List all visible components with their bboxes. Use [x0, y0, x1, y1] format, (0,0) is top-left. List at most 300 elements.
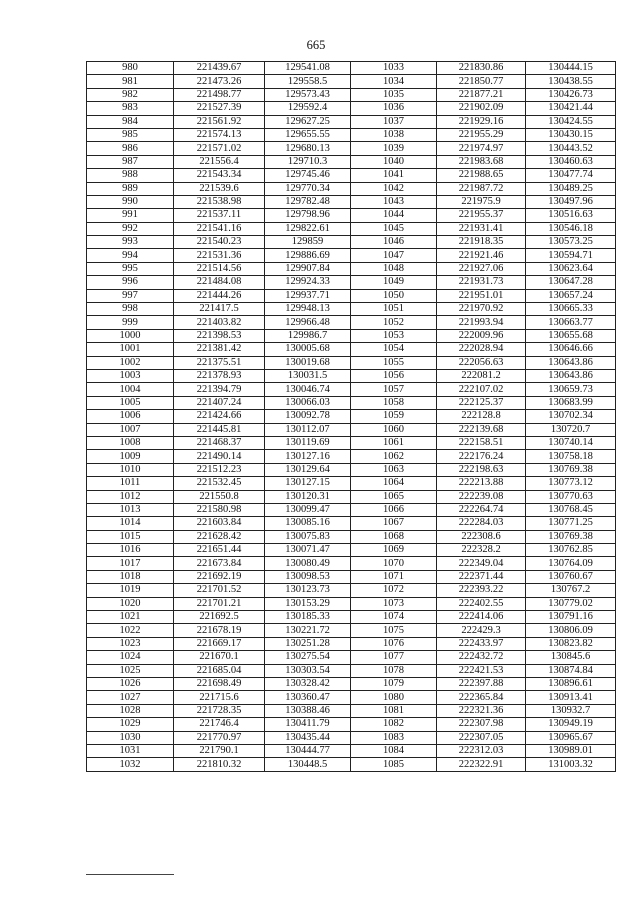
point-number-cell: 1007 [87, 423, 174, 436]
x-coordinate-cell: 221490.14 [174, 450, 265, 463]
table-row [87, 450, 616, 463]
table-row [87, 463, 616, 476]
y-coordinate-cell: 129592.4 [265, 102, 351, 115]
x-coordinate-cell: 221927.06 [437, 262, 526, 275]
table-row [87, 557, 616, 570]
point-number-cell: 990 [87, 195, 174, 208]
point-number-cell: 1065 [351, 490, 437, 503]
point-number-cell: 982 [87, 88, 174, 101]
table-row [87, 624, 616, 637]
x-coordinate-cell: 222028.94 [437, 343, 526, 356]
point-number-cell: 1049 [351, 276, 437, 289]
point-number-cell: 1051 [351, 303, 437, 316]
y-coordinate-cell: 130683.99 [526, 396, 616, 409]
y-coordinate-cell: 130665.33 [526, 303, 616, 316]
y-coordinate-cell: 131003.32 [526, 758, 616, 771]
table-row [87, 88, 616, 101]
x-coordinate-cell: 221439.67 [174, 62, 265, 75]
x-coordinate-cell: 221394.79 [174, 383, 265, 396]
y-coordinate-cell: 130328.42 [265, 677, 351, 690]
point-number-cell: 1025 [87, 664, 174, 677]
y-coordinate-cell: 130764.09 [526, 557, 616, 570]
y-coordinate-cell: 130932.7 [526, 704, 616, 717]
y-coordinate-cell: 130388.46 [265, 704, 351, 717]
x-coordinate-cell: 222414.06 [437, 611, 526, 624]
x-coordinate-cell: 221770.97 [174, 731, 265, 744]
y-coordinate-cell: 129986.7 [265, 329, 351, 342]
x-coordinate-cell: 221988.65 [437, 169, 526, 182]
x-coordinate-cell: 222128.8 [437, 410, 526, 423]
y-coordinate-cell: 130949.19 [526, 718, 616, 731]
y-coordinate-cell: 130896.61 [526, 677, 616, 690]
point-number-cell: 1030 [87, 731, 174, 744]
table-row [87, 651, 616, 664]
point-number-cell: 989 [87, 182, 174, 195]
point-number-cell: 1060 [351, 423, 437, 436]
y-coordinate-cell: 130127.16 [265, 450, 351, 463]
table-row [87, 383, 616, 396]
x-coordinate-cell: 222402.55 [437, 597, 526, 610]
y-coordinate-cell: 130989.01 [526, 744, 616, 757]
x-coordinate-cell: 221407.24 [174, 396, 265, 409]
point-number-cell: 1024 [87, 651, 174, 664]
y-coordinate-cell: 129924.33 [265, 276, 351, 289]
x-coordinate-cell: 221701.21 [174, 597, 265, 610]
y-coordinate-cell: 129710.3 [265, 155, 351, 168]
y-coordinate-cell: 129798.96 [265, 209, 351, 222]
point-number-cell: 984 [87, 115, 174, 128]
table-row [87, 276, 616, 289]
x-coordinate-cell: 221628.42 [174, 530, 265, 543]
x-coordinate-cell: 221993.94 [437, 316, 526, 329]
table-row [87, 410, 616, 423]
y-coordinate-cell: 130430.15 [526, 128, 616, 141]
y-coordinate-cell: 130573.25 [526, 236, 616, 249]
x-coordinate-cell: 221746.4 [174, 718, 265, 731]
coordinates-table [86, 61, 616, 772]
table-row [87, 503, 616, 516]
x-coordinate-cell: 222393.22 [437, 584, 526, 597]
x-coordinate-cell: 221473.26 [174, 75, 265, 88]
y-coordinate-cell: 130435.44 [265, 731, 351, 744]
point-number-cell: 1063 [351, 463, 437, 476]
y-coordinate-cell: 129822.61 [265, 222, 351, 235]
table-row [87, 597, 616, 610]
x-coordinate-cell: 221728.35 [174, 704, 265, 717]
point-number-cell: 1045 [351, 222, 437, 235]
y-coordinate-cell: 130360.47 [265, 691, 351, 704]
x-coordinate-cell: 221955.37 [437, 209, 526, 222]
y-coordinate-cell: 130071.47 [265, 544, 351, 557]
x-coordinate-cell: 221571.02 [174, 142, 265, 155]
x-coordinate-cell: 221698.49 [174, 677, 265, 690]
footnote-separator-line [86, 874, 174, 875]
table-row [87, 664, 616, 677]
point-number-cell: 1033 [351, 62, 437, 75]
y-coordinate-cell: 130594.71 [526, 249, 616, 262]
y-coordinate-cell: 129541.08 [265, 62, 351, 75]
point-number-cell: 1056 [351, 369, 437, 382]
y-coordinate-cell: 130085.16 [265, 517, 351, 530]
x-coordinate-cell: 221424.66 [174, 410, 265, 423]
y-coordinate-cell: 130448.5 [265, 758, 351, 771]
table-row [87, 182, 616, 195]
y-coordinate-cell: 130426.73 [526, 88, 616, 101]
x-coordinate-cell: 222433.97 [437, 637, 526, 650]
y-coordinate-cell: 130303.54 [265, 664, 351, 677]
point-number-cell: 1050 [351, 289, 437, 302]
x-coordinate-cell: 221921.46 [437, 249, 526, 262]
table-row [87, 62, 616, 75]
table-row [87, 477, 616, 490]
y-coordinate-cell: 130221.72 [265, 624, 351, 637]
table-row [87, 102, 616, 115]
y-coordinate-cell: 130516.63 [526, 209, 616, 222]
x-coordinate-cell: 222009.96 [437, 329, 526, 342]
y-coordinate-cell: 130080.49 [265, 557, 351, 570]
table-row [87, 570, 616, 583]
table-row [87, 155, 616, 168]
table-row [87, 731, 616, 744]
x-coordinate-cell: 221512.23 [174, 463, 265, 476]
table-row [87, 222, 616, 235]
point-number-cell: 1070 [351, 557, 437, 570]
y-coordinate-cell: 130655.68 [526, 329, 616, 342]
x-coordinate-cell: 221685.04 [174, 664, 265, 677]
y-coordinate-cell: 130771.25 [526, 517, 616, 530]
x-coordinate-cell: 221651.44 [174, 544, 265, 557]
point-number-cell: 992 [87, 222, 174, 235]
point-number-cell: 1044 [351, 209, 437, 222]
point-number-cell: 991 [87, 209, 174, 222]
y-coordinate-cell: 130099.47 [265, 503, 351, 516]
y-coordinate-cell: 130546.18 [526, 222, 616, 235]
y-coordinate-cell: 129627.25 [265, 115, 351, 128]
point-number-cell: 995 [87, 262, 174, 275]
x-coordinate-cell: 221951.01 [437, 289, 526, 302]
point-number-cell: 1039 [351, 142, 437, 155]
x-coordinate-cell: 221532.45 [174, 477, 265, 490]
x-coordinate-cell: 221931.41 [437, 222, 526, 235]
y-coordinate-cell: 130120.31 [265, 490, 351, 503]
y-coordinate-cell: 130098.53 [265, 570, 351, 583]
y-coordinate-cell: 129770.34 [265, 182, 351, 195]
y-coordinate-cell: 129655.55 [265, 128, 351, 141]
y-coordinate-cell: 130251.28 [265, 637, 351, 650]
x-coordinate-cell: 222429.3 [437, 624, 526, 637]
table-row [87, 517, 616, 530]
y-coordinate-cell: 130275.54 [265, 651, 351, 664]
table-row [87, 169, 616, 182]
table-row [87, 584, 616, 597]
x-coordinate-cell: 221540.23 [174, 236, 265, 249]
x-coordinate-cell: 222322.91 [437, 758, 526, 771]
x-coordinate-cell: 221484.08 [174, 276, 265, 289]
x-coordinate-cell: 221983.68 [437, 155, 526, 168]
point-number-cell: 1083 [351, 731, 437, 744]
point-number-cell: 1053 [351, 329, 437, 342]
y-coordinate-cell: 130965.67 [526, 731, 616, 744]
x-coordinate-cell: 222308.6 [437, 530, 526, 543]
point-number-cell: 1019 [87, 584, 174, 597]
table-row [87, 744, 616, 757]
x-coordinate-cell: 222312.03 [437, 744, 526, 757]
point-number-cell: 1057 [351, 383, 437, 396]
y-coordinate-cell: 130767.2 [526, 584, 616, 597]
point-number-cell: 1038 [351, 128, 437, 141]
point-number-cell: 1048 [351, 262, 437, 275]
table-row [87, 490, 616, 503]
point-number-cell: 1047 [351, 249, 437, 262]
y-coordinate-cell: 129859 [265, 236, 351, 249]
table-row [87, 691, 616, 704]
y-coordinate-cell: 130623.64 [526, 262, 616, 275]
x-coordinate-cell: 221468.37 [174, 436, 265, 449]
point-number-cell: 986 [87, 142, 174, 155]
x-coordinate-cell: 221830.86 [437, 62, 526, 75]
x-coordinate-cell: 221537.11 [174, 209, 265, 222]
table-row [87, 316, 616, 329]
x-coordinate-cell: 221603.84 [174, 517, 265, 530]
table-row [87, 356, 616, 369]
point-number-cell: 1031 [87, 744, 174, 757]
x-coordinate-cell: 222107.02 [437, 383, 526, 396]
y-coordinate-cell: 130444.15 [526, 62, 616, 75]
y-coordinate-cell: 130019.68 [265, 356, 351, 369]
y-coordinate-cell: 129907.84 [265, 262, 351, 275]
x-coordinate-cell: 221931.73 [437, 276, 526, 289]
point-number-cell: 1029 [87, 718, 174, 731]
x-coordinate-cell: 221444.26 [174, 289, 265, 302]
x-coordinate-cell: 221810.32 [174, 758, 265, 771]
point-number-cell: 1003 [87, 369, 174, 382]
point-number-cell: 1011 [87, 477, 174, 490]
point-number-cell: 1066 [351, 503, 437, 516]
y-coordinate-cell: 130477.74 [526, 169, 616, 182]
x-coordinate-cell: 222307.98 [437, 718, 526, 731]
point-number-cell: 1055 [351, 356, 437, 369]
point-number-cell: 1052 [351, 316, 437, 329]
table-row [87, 128, 616, 141]
x-coordinate-cell: 222371.44 [437, 570, 526, 583]
point-number-cell: 1067 [351, 517, 437, 530]
point-number-cell: 1075 [351, 624, 437, 637]
point-number-cell: 1076 [351, 637, 437, 650]
y-coordinate-cell: 129745.46 [265, 169, 351, 182]
x-coordinate-cell: 221850.77 [437, 75, 526, 88]
x-coordinate-cell: 221574.13 [174, 128, 265, 141]
point-number-cell: 1037 [351, 115, 437, 128]
y-coordinate-cell: 130123.73 [265, 584, 351, 597]
point-number-cell: 1022 [87, 624, 174, 637]
y-coordinate-cell: 130046.74 [265, 383, 351, 396]
point-number-cell: 1018 [87, 570, 174, 583]
x-coordinate-cell: 221715.6 [174, 691, 265, 704]
x-coordinate-cell: 221527.39 [174, 102, 265, 115]
point-number-cell: 1009 [87, 450, 174, 463]
point-number-cell: 1005 [87, 396, 174, 409]
table-row [87, 343, 616, 356]
x-coordinate-cell: 221673.84 [174, 557, 265, 570]
point-number-cell: 1058 [351, 396, 437, 409]
y-coordinate-cell: 130762.85 [526, 544, 616, 557]
point-number-cell: 1042 [351, 182, 437, 195]
x-coordinate-cell: 221987.72 [437, 182, 526, 195]
table-row [87, 637, 616, 650]
x-coordinate-cell: 221929.16 [437, 115, 526, 128]
x-coordinate-cell: 222081.2 [437, 369, 526, 382]
y-coordinate-cell: 130443.52 [526, 142, 616, 155]
point-number-cell: 1032 [87, 758, 174, 771]
point-number-cell: 1068 [351, 530, 437, 543]
y-coordinate-cell: 130659.73 [526, 383, 616, 396]
y-coordinate-cell: 130874.84 [526, 664, 616, 677]
table-row [87, 396, 616, 409]
point-number-cell: 1074 [351, 611, 437, 624]
point-number-cell: 1016 [87, 544, 174, 557]
point-number-cell: 1062 [351, 450, 437, 463]
table-row [87, 611, 616, 624]
y-coordinate-cell: 130806.09 [526, 624, 616, 637]
table-row [87, 115, 616, 128]
point-number-cell: 1002 [87, 356, 174, 369]
point-number-cell: 1054 [351, 343, 437, 356]
point-number-cell: 1079 [351, 677, 437, 690]
point-number-cell: 1078 [351, 664, 437, 677]
y-coordinate-cell: 130127.15 [265, 477, 351, 490]
point-number-cell: 1081 [351, 704, 437, 717]
x-coordinate-cell: 221556.4 [174, 155, 265, 168]
point-number-cell: 1004 [87, 383, 174, 396]
point-number-cell: 983 [87, 102, 174, 115]
x-coordinate-cell: 221543.34 [174, 169, 265, 182]
x-coordinate-cell: 221375.51 [174, 356, 265, 369]
point-number-cell: 1014 [87, 517, 174, 530]
x-coordinate-cell: 222139.68 [437, 423, 526, 436]
point-number-cell: 981 [87, 75, 174, 88]
point-number-cell: 1043 [351, 195, 437, 208]
y-coordinate-cell: 129966.48 [265, 316, 351, 329]
x-coordinate-cell: 221692.19 [174, 570, 265, 583]
y-coordinate-cell: 130740.14 [526, 436, 616, 449]
y-coordinate-cell: 130031.5 [265, 369, 351, 382]
point-number-cell: 985 [87, 128, 174, 141]
point-number-cell: 1006 [87, 410, 174, 423]
x-coordinate-cell: 222213.88 [437, 477, 526, 490]
point-number-cell: 1041 [351, 169, 437, 182]
point-number-cell: 1010 [87, 463, 174, 476]
point-number-cell: 1023 [87, 637, 174, 650]
x-coordinate-cell: 221975.9 [437, 195, 526, 208]
y-coordinate-cell: 130119.69 [265, 436, 351, 449]
point-number-cell: 996 [87, 276, 174, 289]
table-row [87, 209, 616, 222]
x-coordinate-cell: 221670.1 [174, 651, 265, 664]
table-row [87, 195, 616, 208]
x-coordinate-cell: 222198.63 [437, 463, 526, 476]
point-number-cell: 1069 [351, 544, 437, 557]
x-coordinate-cell: 221692.5 [174, 611, 265, 624]
point-number-cell: 1035 [351, 88, 437, 101]
x-coordinate-cell: 222264.74 [437, 503, 526, 516]
point-number-cell: 987 [87, 155, 174, 168]
point-number-cell: 1059 [351, 410, 437, 423]
x-coordinate-cell: 221974.97 [437, 142, 526, 155]
y-coordinate-cell: 130779.02 [526, 597, 616, 610]
y-coordinate-cell: 130112.07 [265, 423, 351, 436]
y-coordinate-cell: 129782.48 [265, 195, 351, 208]
y-coordinate-cell: 130438.55 [526, 75, 616, 88]
table-row [87, 236, 616, 249]
x-coordinate-cell: 221403.82 [174, 316, 265, 329]
y-coordinate-cell: 130444.77 [265, 744, 351, 757]
point-number-cell: 1040 [351, 155, 437, 168]
point-number-cell: 1017 [87, 557, 174, 570]
point-number-cell: 1046 [351, 236, 437, 249]
table-row [87, 289, 616, 302]
point-number-cell: 1036 [351, 102, 437, 115]
point-number-cell: 1015 [87, 530, 174, 543]
point-number-cell: 1034 [351, 75, 437, 88]
y-coordinate-cell: 130092.78 [265, 410, 351, 423]
x-coordinate-cell: 221678.19 [174, 624, 265, 637]
x-coordinate-cell: 222349.04 [437, 557, 526, 570]
y-coordinate-cell: 130913.41 [526, 691, 616, 704]
point-number-cell: 1001 [87, 343, 174, 356]
y-coordinate-cell: 129558.5 [265, 75, 351, 88]
y-coordinate-cell: 130769.38 [526, 463, 616, 476]
point-number-cell: 1073 [351, 597, 437, 610]
x-coordinate-cell: 221561.92 [174, 115, 265, 128]
point-number-cell: 1077 [351, 651, 437, 664]
y-coordinate-cell: 129937.71 [265, 289, 351, 302]
point-number-cell: 980 [87, 62, 174, 75]
x-coordinate-cell: 221918.35 [437, 236, 526, 249]
x-coordinate-cell: 221877.21 [437, 88, 526, 101]
point-number-cell: 999 [87, 316, 174, 329]
y-coordinate-cell: 130791.16 [526, 611, 616, 624]
table-row [87, 530, 616, 543]
point-number-cell: 1064 [351, 477, 437, 490]
table-row [87, 436, 616, 449]
y-coordinate-cell: 130643.86 [526, 369, 616, 382]
x-coordinate-cell: 221955.29 [437, 128, 526, 141]
y-coordinate-cell: 129680.13 [265, 142, 351, 155]
table-row [87, 142, 616, 155]
point-number-cell: 1061 [351, 436, 437, 449]
x-coordinate-cell: 221550.8 [174, 490, 265, 503]
x-coordinate-cell: 222365.84 [437, 691, 526, 704]
point-number-cell: 1013 [87, 503, 174, 516]
x-coordinate-cell: 221498.77 [174, 88, 265, 101]
x-coordinate-cell: 222239.08 [437, 490, 526, 503]
point-number-cell: 994 [87, 249, 174, 262]
x-coordinate-cell: 222176.24 [437, 450, 526, 463]
y-coordinate-cell: 129573.43 [265, 88, 351, 101]
point-number-cell: 1085 [351, 758, 437, 771]
table-row [87, 329, 616, 342]
table-row [87, 262, 616, 275]
y-coordinate-cell: 130773.12 [526, 477, 616, 490]
point-number-cell: 1072 [351, 584, 437, 597]
y-coordinate-cell: 130489.25 [526, 182, 616, 195]
y-coordinate-cell: 130758.18 [526, 450, 616, 463]
page-number: 665 [306, 38, 326, 52]
y-coordinate-cell: 130770.63 [526, 490, 616, 503]
point-number-cell: 1026 [87, 677, 174, 690]
y-coordinate-cell: 130185.33 [265, 611, 351, 624]
y-coordinate-cell: 130720.7 [526, 423, 616, 436]
